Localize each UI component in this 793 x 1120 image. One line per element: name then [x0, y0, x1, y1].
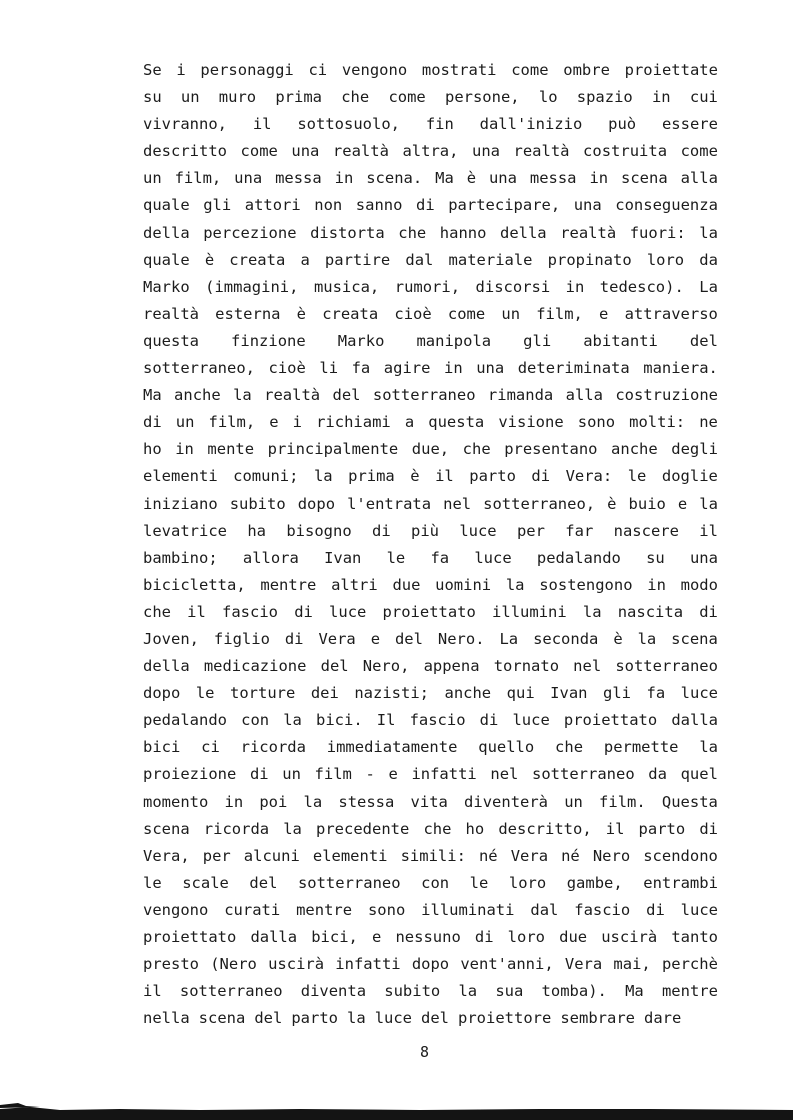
text-line: dopo le torture dei nazisti; anche qui Ivan gli fa luce [143, 684, 718, 703]
text-line: le scale del sotterraneo con le loro gambe, entrambi [143, 873, 718, 892]
text-line: vivranno, il sottosuolo, fin dall'inizio può essere [143, 115, 718, 134]
body-text [143, 57, 718, 1032]
text-line: della percezione distorta che hanno della realtà fuori: la [143, 223, 718, 242]
text-line: questa finzione Marko manipola gli abitanti del [143, 331, 718, 350]
text-line: descritto come una realtà altra, una realtà costruita come [143, 142, 718, 161]
text-line: sotterraneo, cioè li fa agire in una deteriminata maniera. [143, 359, 718, 378]
text-line: ho in mente principalmente due, che presentano anche degli [143, 440, 718, 459]
scan-edge-shadow [0, 1097, 793, 1120]
text-line: pedalando con la bici. Il fascio di luce proiettato dalla [143, 711, 718, 730]
text-line: levatrice ha bisogno di più luce per far nascere il [143, 521, 718, 540]
text-line: presto (Nero uscirà infatti dopo vent'anni, Vera mai, perchè [143, 955, 718, 974]
text-line: nella scena del parto la luce del proiettore sembrare dare [143, 1009, 682, 1028]
text-line: proiezione di un film - e infatti nel sotterraneo da quel [143, 765, 718, 784]
text-line: proiettato dalla bici, e nessuno di loro due uscirà tanto [143, 928, 718, 946]
text-line: momento in poi la stessa vita diventerà un film. Questa [143, 792, 718, 811]
text-line: quale è creata a partire dal materiale propinato loro da [143, 250, 718, 269]
text-line: bici ci ricorda immediatamente quello che permette la [143, 738, 718, 757]
text-line: Se i personaggi ci vengono mostrati come ombre proiettate [143, 61, 718, 79]
text-line: quale gli attori non sanno di partecipare, una conseguenza [143, 196, 718, 215]
text-line: un film, una messa in scena. Ma è una messa in scena alla [143, 169, 718, 188]
page-number: 8 [420, 1043, 430, 1061]
text-line: scena ricorda la precedente che ho descritto, il parto di [143, 819, 718, 838]
text-line: che il fascio di luce proiettato illumini la nascita di [143, 602, 718, 621]
text-line: Marko (immagini, musica, rumori, discorsi in tedesco). La [143, 277, 718, 296]
text-line: Vera, per alcuni elementi simili: né Vera né Nero scendono [143, 846, 718, 865]
text-line: Joven, figlio di Vera e del Nero. La seconda è la scena [143, 629, 718, 648]
text-line: Ma anche la realtà del sotterraneo rimanda alla costruzione [143, 386, 718, 405]
text-line: bambino; allora Ivan le fa luce pedalando su una [143, 548, 718, 567]
text-line: iniziano subito dopo l'entrata nel sotterraneo, è buio e la [143, 494, 718, 513]
text-line: il sotterraneo diventa subito la sua tomba). Ma mentre [143, 982, 718, 1001]
text-line: realtà esterna è creata cioè come un film, e attraverso [143, 304, 718, 323]
text-line: bicicletta, mentre altri due uomini la sostengono in modo [143, 575, 718, 594]
text-line: della medicazione del Nero, appena tornato nel sotterraneo [143, 657, 718, 676]
text-line: vengono curati mentre sono illuminati dal fascio di luce [143, 900, 718, 919]
text-line: su un muro prima che come persone, lo spazio in cui [143, 88, 718, 107]
text-line: di un film, e i richiami a questa visione sono molti: ne [143, 413, 718, 432]
text-line: elementi comuni; la prima è il parto di Vera: le doglie [143, 467, 718, 486]
